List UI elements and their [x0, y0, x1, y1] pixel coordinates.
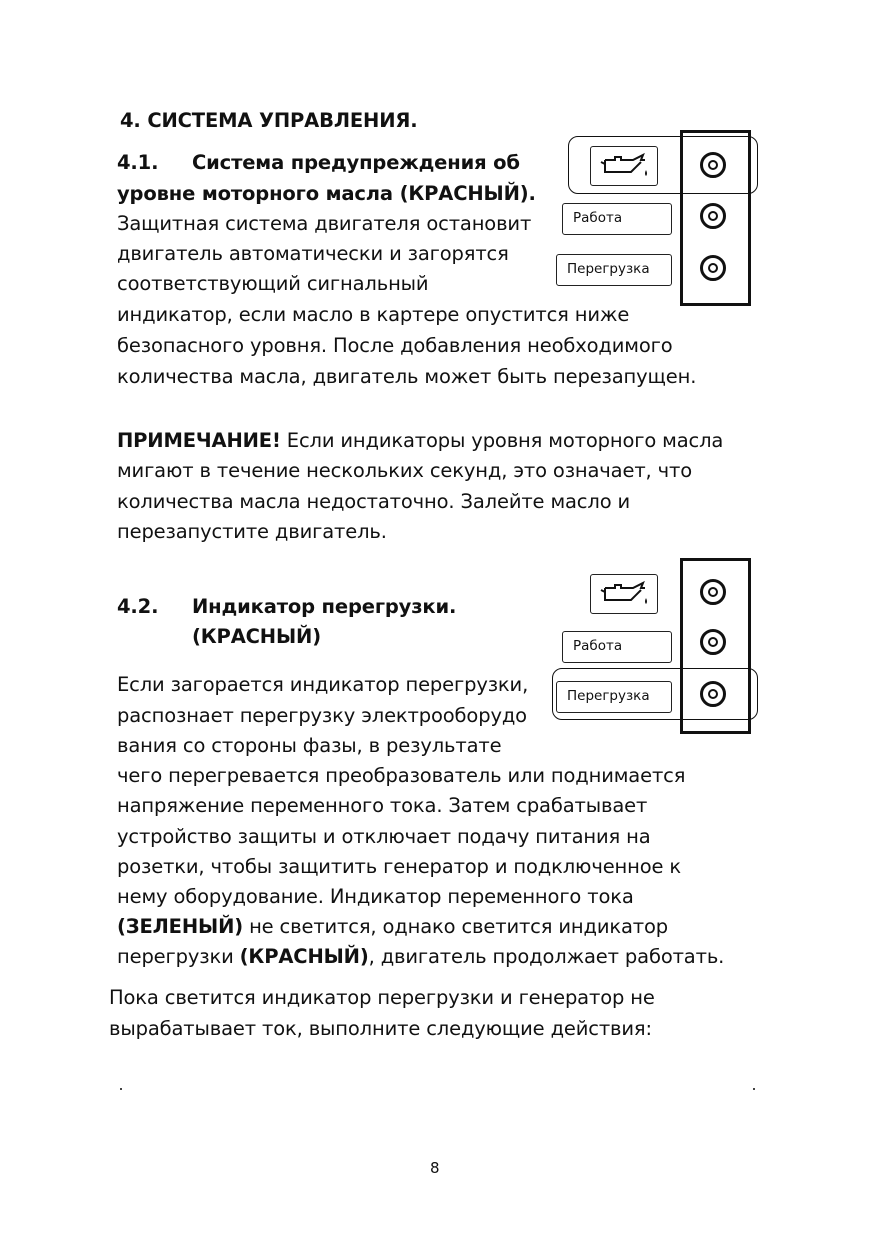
overload-label: Перегрузка	[556, 254, 672, 286]
footer-mark	[120, 1088, 122, 1090]
subsection-4-1-number: 4.1.	[117, 151, 159, 174]
note-line: мигают в течение нескольких секунд, это означает, что	[117, 459, 692, 482]
indicator-light-icon	[700, 203, 726, 229]
subsection-4-1-title: Система предупреждения об	[192, 151, 520, 174]
paragraph-line: розетки, чтобы защитить генератор и подключенное к	[117, 855, 682, 878]
footer-mark	[753, 1088, 755, 1090]
work-label: Работа	[562, 631, 672, 663]
paragraph-line: безопасного уровня. После добавления необходимого	[117, 334, 673, 357]
note-label: ПРИМЕЧАНИЕ!	[117, 429, 281, 452]
subsection-4-2-title-cont: (КРАСНЫЙ)	[192, 625, 321, 648]
paragraph-line	[117, 914, 668, 940]
oil-can-icon	[597, 578, 651, 610]
section-title: 4. СИСТЕМА УПРАВЛЕНИЯ.	[120, 109, 418, 132]
paragraph-text: , двигатель продолжает работать.	[368, 945, 725, 968]
highlight-outline	[568, 136, 758, 194]
subsection-4-2-number: 4.2.	[117, 595, 159, 618]
closing-line: вырабатывает ток, выполните следующие действия:	[109, 1017, 652, 1040]
indicator-light-icon	[700, 629, 726, 655]
note-line	[117, 428, 723, 454]
paragraph-line: Если загорается индикатор перегрузки,	[117, 673, 529, 696]
red-label: (КРАСНЫЙ)	[239, 945, 369, 968]
paragraph-line: напряжение переменного тока. Затем срабатывает	[117, 794, 648, 817]
paragraph-line	[117, 944, 724, 970]
note-line: количества масла недостаточно. Залейте масло и	[117, 490, 631, 513]
paragraph-line: соответствующий сигнальный	[117, 272, 429, 295]
note-text: Если индикаторы уровня моторного масла	[280, 429, 724, 452]
paragraph-line: нему оборудование. Индикатор переменного тока	[117, 885, 634, 908]
oil-label-box	[590, 574, 658, 614]
paragraph-line: Защитная система двигателя остановит	[117, 212, 532, 235]
note-line: перезапустите двигатель.	[117, 520, 387, 543]
paragraph-line: индикатор, если масло в картере опустится ниже	[117, 303, 630, 326]
page-number: 8	[430, 1159, 440, 1177]
paragraph-line: устройство защиты и отключает подачу питания на	[117, 825, 651, 848]
green-label: (ЗЕЛЕНЫЙ)	[117, 915, 244, 938]
indicator-light-icon	[700, 152, 726, 178]
paragraph-line: количества масла, двигатель может быть перезапущен.	[117, 365, 697, 388]
paragraph-text: перегрузки	[117, 945, 240, 968]
paragraph-line: вания со стороны фазы, в результате	[117, 734, 502, 757]
work-label: Работа	[562, 203, 672, 235]
indicator-light-icon	[700, 579, 726, 605]
highlight-outline	[552, 668, 758, 720]
indicator-light-icon	[700, 681, 726, 707]
overload-label: Перегрузка	[556, 681, 672, 713]
paragraph-line: двигатель автоматически и загорятся	[117, 242, 509, 265]
paragraph-line: распознает перегрузку электрооборудо	[117, 704, 527, 727]
paragraph-line: чего перегревается преобразователь или поднимается	[117, 764, 686, 787]
paragraph-text: не светится, однако светится индикатор	[243, 915, 669, 938]
subsection-4-2-title: Индикатор перегрузки.	[192, 595, 457, 618]
subsection-4-1-title-cont: уровне моторного масла (КРАСНЫЙ).	[117, 182, 536, 205]
closing-line: Пока светится индикатор перегрузки и генератор не	[109, 986, 655, 1009]
indicator-light-icon	[700, 255, 726, 281]
